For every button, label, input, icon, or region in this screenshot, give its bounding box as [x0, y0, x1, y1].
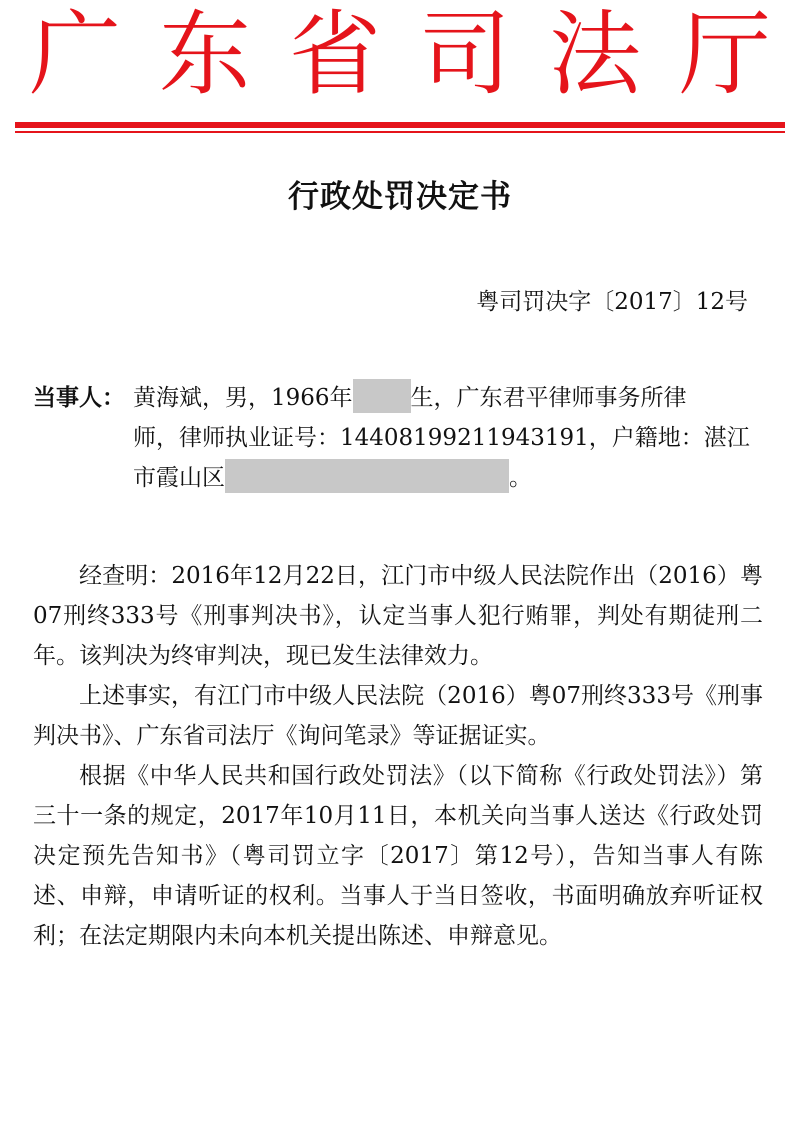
document-title: 行政处罚决定书	[288, 179, 512, 215]
party-line	[133, 458, 763, 498]
org-char: 广	[28, 1, 121, 108]
party-text: 市霞山区	[133, 465, 225, 491]
party-text: 。	[509, 465, 532, 491]
party-text: 黄海斌，男，1966年	[133, 385, 353, 411]
header-rule-thin	[15, 131, 785, 133]
org-char: 省	[288, 1, 381, 108]
org-char: 司	[418, 1, 511, 108]
header-rule-thick	[15, 122, 785, 128]
redaction-block	[353, 379, 411, 413]
org-char: 东	[158, 1, 251, 108]
document-number: 粤司罚决字〔2017〕12号	[476, 289, 748, 315]
letterhead	[0, 0, 800, 140]
party-text: 生，广东君平律师事务所律	[410, 385, 687, 411]
redaction-block	[225, 459, 509, 493]
org-char: 法	[548, 1, 641, 108]
party-line	[133, 378, 763, 418]
paragraph-evidence: 上述事实，有江门市中级人民法院（2016）粤07刑终333号《刑事判决书》、广东省司法厅《询问笔录》等证据证实。	[33, 683, 763, 749]
paragraph-findings: 经查明：2016年12月22日，江门市中级人民法院作出（2016）粤07刑终333号《刑事判决书》，认定当事人犯行贿罪，判处有期徒刑二年。该判决为终审判决，现已发生法律效力。	[33, 563, 763, 669]
organization-name	[20, 0, 780, 110]
document-body	[33, 556, 763, 956]
party-label: 当事人：	[33, 385, 125, 411]
party-details	[133, 378, 763, 498]
paragraph-procedure: 根据《中华人民共和国行政处罚法》（以下简称《行政处罚法》）第三十一条的规定，2017年10月11日，本机关向当事人送达《行政处罚决定预先告知书》（粤司罚立字〔2017〕第12号），告知当事人有陈述、申辩，申请听证的权利。当事人于当日签收，书面明确放弃听证权利；在法定期限内未向本机关提出陈述、申辩意见。	[33, 763, 763, 949]
org-char: 厅	[678, 1, 771, 108]
party-section	[33, 378, 763, 498]
party-line: 师，律师执业证号：14408199211943191，户籍地：湛江	[133, 425, 750, 451]
